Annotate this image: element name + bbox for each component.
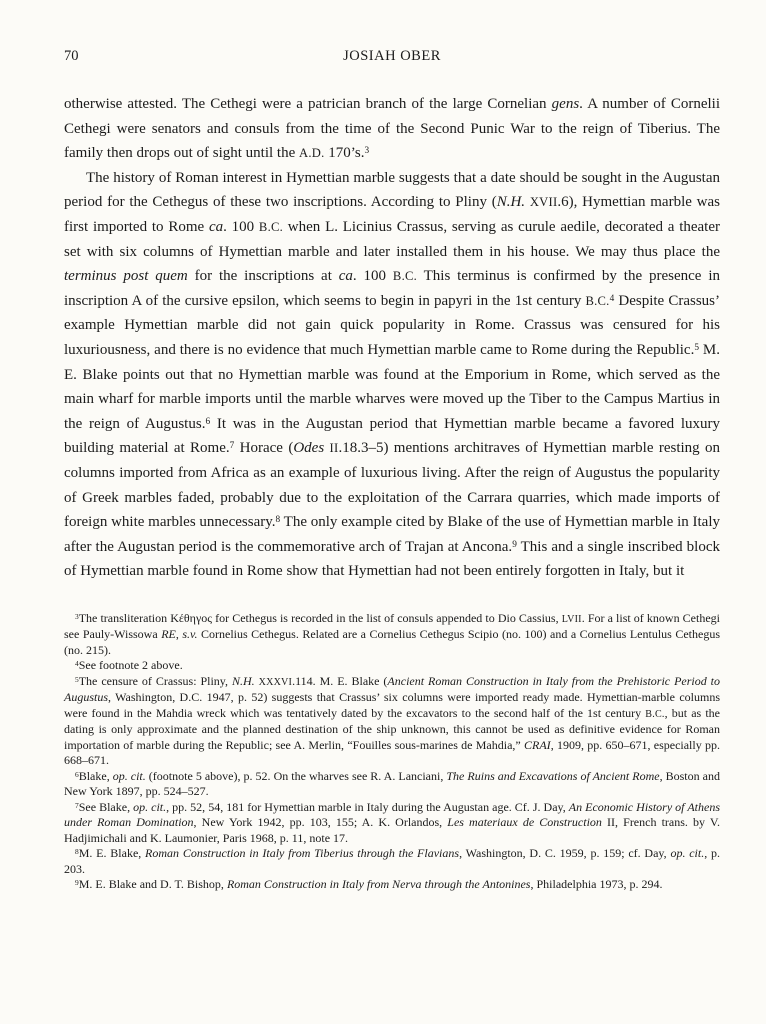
footnote bbox=[64, 658, 720, 674]
footnote bbox=[64, 877, 720, 893]
running-head: JOSIAH OBER bbox=[343, 48, 441, 64]
footnote-number: 9 bbox=[75, 878, 79, 888]
footnotes-section bbox=[64, 611, 720, 893]
body-text bbox=[64, 92, 720, 584]
footnote-text: The censure of Crassus: Pliny, N.H. XXXVI.114. M. E. Blake (Ancient Roman Construction in Italy from the Prehistoric Period to Augustus, Washington, D.C. 1947, p. 52) suggests that Crassus’ six columns were imported ready made. Hymettian-marble columns were found in the Mahdia wreck which was tentatively dated by the excavators to the second half of the 1st century B.C., but as the dating is only approximate and the planned destination of the ship unknown, this cannot be used as definitive evidence for Roman importation of marble during the Republic; see A. Merlin, “Fouilles sous-marines de Mahdia,” CRAI, 1909, pp. 650–671, especially pp. 668–671. bbox=[64, 673, 721, 768]
page-number: 70 bbox=[64, 48, 79, 64]
footnote-number: 5 bbox=[75, 674, 79, 684]
footnote-number: 4 bbox=[75, 659, 79, 669]
footnote-text: See Blake, op. cit., pp. 52, 54, 181 for Hymettian marble in Italy during the Augustan age. Cf. J. Day, An Economic History of Athens under Roman Domination, New York 1942, pp. 103, 155; A. K. Orlandos, Les materiaux de Construction II, French trans. by V. Hadjimichali and K. Laumonier, Paris 1968, p. 11, note 17. bbox=[64, 799, 721, 845]
footnote bbox=[64, 846, 720, 877]
footnote-text: Blake, op. cit. (footnote 5 above), p. 52. On the wharves see R. A. Lanciani, The Ruins and Excavations of Ancient Rome, Boston and New York 1897, pp. 524–527. bbox=[64, 768, 720, 799]
footnote-number: 3 bbox=[75, 611, 79, 621]
body-paragraph: The history of Roman interest in Hymettian marble suggests that a date should be sought in the Augustan period for the Cethegus of these two inscriptions. According to Pliny (N.H. XVII.6), Hymettian marble was first imported to Rome ca. 100 B.C. when L. Licinius Crassus, serving as curule aedile, decorated a theater set with six columns of Hymettian marble and later installed them in his house. We may thus place the terminus post quem for the inscriptions at ca. 100 B.C. This terminus is confirmed by the presence in inscription A of the cursive epsilon, which seems to begin in papyri in the 1st century B.C.$^4$ Despite Crassus’ example Hymettian marble did not gain quick popularity in Rome. Crassus was censured for his luxuriousness, and there is no evidence that much Hymettian marble came to Rome during the Republic.$^5$ M. E. Blake points out that no Hymettian marble was found at the Emporium in Rome, which served as the main wharf for marble imports until the marble wharves were moved up the Tiber to the Campus Martius in the reign of Augustus.$^6$ It was in the Augustan period that Hymettian marble became a favored luxury building material at Rome.$^7$ Horace (Odes II.18.3–5) mentions architraves of Hymettian marble resting on columns imported from Africa as an example of luxurious living. After the reign of Augustus the popularity of Greek marbles faded, probably due to the exploitation of the Carrara quarries, which made imports of foreign white marbles unnecessary.$^8$ The only example cited by Blake of the use of Hymettian marble in Italy after the Augustan period is the commemorative arch of Trajan at Ancona.$^9$ This and a single inscribed block of Hymettian marble found in Rome show that Hymettian had not been entirely forgotten in Italy, but it bbox=[64, 169, 721, 580]
page-content bbox=[64, 0, 720, 893]
page-header bbox=[64, 48, 720, 68]
footnote bbox=[64, 769, 720, 800]
footnote bbox=[64, 611, 720, 659]
footnote-number: 7 bbox=[75, 800, 79, 810]
footnote-text: See footnote 2 above. bbox=[78, 658, 183, 673]
footnote bbox=[64, 800, 720, 847]
footnote-number: 6 bbox=[75, 769, 79, 779]
body-paragraph: otherwise attested. The Cethegi were a patrician branch of the large Cornelian gens. A number of Cornelii Cethegi were senators and consuls from the time of the Second Punic War to the reign of Tiberius. The family then drops out of sight until the A.D. 170’s.$^3$ bbox=[64, 96, 720, 162]
footnote-text: M. E. Blake and D. T. Bishop, Roman Construction in Italy from Nerva through the Antonines, Philadelphia 1973, p. 294. bbox=[78, 877, 663, 892]
footnote-text: M. E. Blake, Roman Construction in Italy from Tiberius through the Flavians, Washington, D. C. 1959, p. 159; cf. Day, op. cit., p. 203. bbox=[64, 846, 720, 876]
footnote bbox=[64, 674, 720, 769]
footnote-number: 8 bbox=[75, 847, 79, 857]
footnote-text: The transliteration Κέθηγος for Cethegus is recorded in the list of consuls appended to Dio Cassius, LVII. For a list of known Cethegi see Pauly-Wissowa RE, s.v. Cornelius Cethegus. Related are a Cornelius Cethegus Scipio (no. 100) and a Cornelius Lentulus Cethegus (no. 215). bbox=[64, 610, 721, 657]
